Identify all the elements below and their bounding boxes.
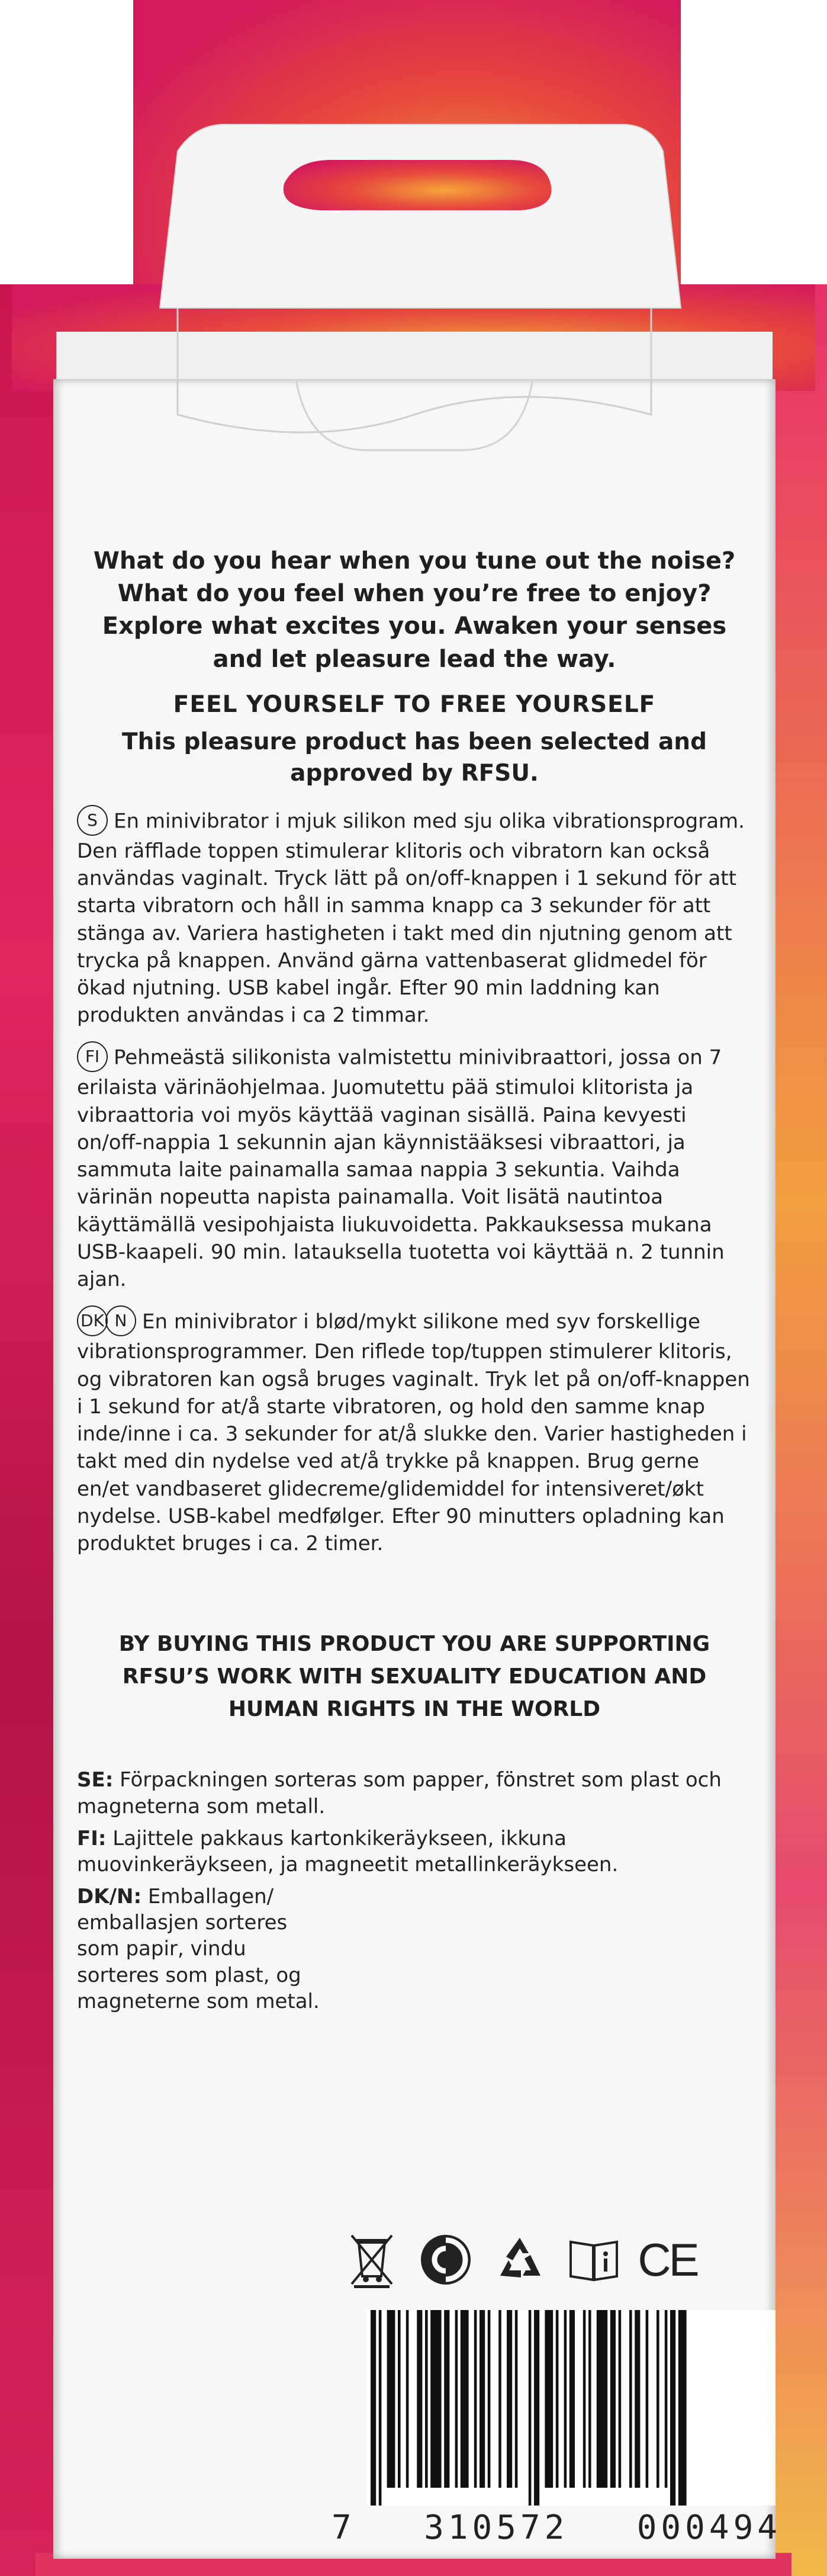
recycle-icon [491, 2232, 548, 2288]
regulatory-symbols [343, 2227, 770, 2292]
barcode-bar [556, 2310, 559, 2488]
recycling-label: SE: [77, 1768, 114, 1792]
barcode-bar [635, 2310, 640, 2488]
barcode-bar [646, 2310, 649, 2488]
barcode-bar [629, 2310, 632, 2488]
recycling-text: Lajittele pakkaus kartonkikeräykseen, ikkuna muovinkeräykseen, ja magneetit metallinkeräykseen. [77, 1826, 619, 1876]
barcode-bar [417, 2310, 422, 2488]
barcode-bar [461, 2310, 469, 2488]
recycling-text: Emballagen/ emballasjen sorteres som papir, vindu sorteres som plast, og magneterne som metal. [77, 1885, 320, 2013]
recycling-info [77, 1767, 752, 2014]
barcode-bar [564, 2310, 567, 2488]
danish-norwegian-description [77, 1307, 752, 1557]
barcode-digits [332, 2508, 781, 2547]
approval-statement: This pleasure product has been selected and approved by RFSU. [121, 728, 707, 787]
barcode-bar [398, 2310, 401, 2488]
barcode-bar [597, 2310, 607, 2488]
barcode-bar [507, 2310, 512, 2488]
barcode-digit-left: 310572 [424, 2508, 569, 2547]
language-badge-dk: DK [77, 1305, 108, 1336]
barcode-bar [657, 2310, 659, 2488]
description-text: En minivibrator i mjuk silikon med sju olika vibrationsprogram. Den räfflade toppen stimulerar klitoris och vibratorn kan också användas vaginalt. Tryck lätt på on/off-knappen i 1 sekund för att starta vibratorn och håll in samma knapp ca 3 sekunder för att stänga av. Variera hastigheten i takt med din njutning genom att trycka på knappen. Använd gärna vattenbaserat glidmedel för ökad njutning. USB kabel ingår. Efter 90 min laddning kan produkten användas i ca 2 timmar. [77, 809, 745, 1028]
barcode-digit-right: 000494 [636, 2508, 781, 2547]
barcode-bar [455, 2310, 458, 2488]
tuck-flap [0, 0, 827, 533]
barcode-bar [379, 2310, 382, 2506]
barcode-bar [480, 2310, 485, 2488]
tagline: FEEL YOURSELF TO FREE YOURSELF [173, 691, 656, 718]
barcode-bar [387, 2310, 395, 2488]
barcode-bar [425, 2310, 428, 2488]
barcode-bar [534, 2310, 539, 2506]
barcode-bar [545, 2310, 553, 2488]
recycling-dk-n [77, 1884, 332, 2014]
language-badge-n: N [105, 1305, 136, 1336]
recycling-label: DK/N: [77, 1885, 142, 1909]
recycling-text: Förpackningen sorteras som papper, fönstret som plast och magneterna som metall. [77, 1768, 722, 1818]
barcode-bar [583, 2310, 586, 2488]
language-badge-se: S [77, 805, 108, 836]
barcode-bar [670, 2310, 675, 2506]
barcode-bar [619, 2310, 622, 2488]
recycling-fi [77, 1826, 752, 1878]
description-text: Pehmeästä silikonista valmistettu minivibraattori, jossa on 7 erilaista värinäohjelmaa. Juomutettu pää stimuloi klitorista ja vibraattoria voi myös käyttää vaginan sisällä. Paina kevyesti on/off-nappia 1 sekunnin ajan käynnistääksesi vibraattori, ja sammuta laite painamalla samaa nappia 3 sekuntia. Vaihda värinän nopeutta napista painamalla. Voit lisätä nautintoa käyttämällä vesipohjaista liukuvoidetta. Pakkauksessa mukana USB-kaapeli. 90 min. latauksella tuotetta voi käyttää n. 2 tunnin ajan. [77, 1045, 725, 1292]
ean-barcode [367, 2310, 775, 2506]
recycling-label: FI: [77, 1826, 107, 1850]
headline: What do you hear when you tune out the noise? What do you feel when you’re free to enjoy? Explore what excites you. Awaken your senses and let pleasure lead the way. [93, 547, 736, 673]
barcode-bar [488, 2310, 491, 2488]
barcode-bar [515, 2310, 518, 2488]
finnish-description [77, 1043, 752, 1293]
ce-mark-icon [639, 2232, 696, 2288]
barcode-bar [498, 2310, 501, 2488]
barcode-bar [430, 2310, 441, 2488]
description-text: En minivibrator i blød/mykt silikone med syv forskellige vibrationsprogrammer. Den riflede top/tuppen stimulerer klitoris, og vibratoren kan også bruges vaginalt. Tryk let på on/off-knappen i 1 sekund for at/å starte vibratoren, og hold den samme knap inde/inne i ca. 3 sekunder for at/å slukke den. Varier hastigheden i takt med din nydelse ved at/å trykke på knappen. Brug gerne en/et vandbaseret glidecreme/glidemiddel for intensiveret/økt nydelse. USB-kabel medfølger. Efter 90 minutters opladning kan produktet bruges i ca. 2 timer. [77, 1310, 750, 1555]
barcode-bar [371, 2310, 376, 2506]
barcode-bar [665, 2310, 668, 2488]
green-dot-icon [417, 2232, 474, 2288]
language-badge-fi: FI [77, 1041, 108, 1072]
manual-book-icon [565, 2232, 622, 2288]
barcode-digit-first: 7 [332, 2508, 356, 2547]
hang-hole [284, 160, 552, 210]
support-statement: BY BUYING THIS PRODUCT YOU ARE SUPPORTING RFSU’S WORK WITH SEXUALITY EDUCATION AND HUMAN RIGHTS IN THE WORLD [118, 1632, 710, 1721]
recycling-se [77, 1767, 752, 1819]
barcode-bar [678, 2310, 687, 2506]
weee-bin-icon [343, 2232, 400, 2288]
barcode-bar [444, 2310, 449, 2488]
product-copy [77, 545, 752, 2020]
barcode-bar [610, 2310, 616, 2488]
barcode-bar [529, 2310, 532, 2506]
barcode-bar [588, 2310, 591, 2488]
swedish-description [77, 807, 752, 1029]
ce-mark-label: CE [638, 2233, 697, 2286]
barcode-bar [474, 2310, 477, 2488]
barcode-bar [569, 2310, 575, 2488]
barcode-bar [406, 2310, 409, 2488]
